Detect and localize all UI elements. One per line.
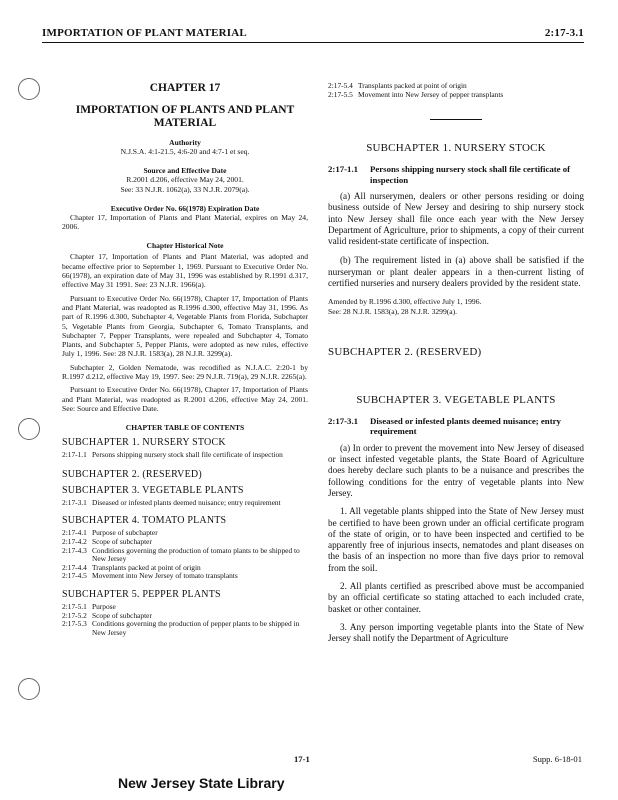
historical-note-paragraph: Pursuant to Executive Order No. 66(1978), Chapter 17, Importation of Plants and Plant Material, was readopted as R.2001 d.206, effective May 24, 2001. See: Source and Effective Date. [62, 385, 308, 413]
historical-note-paragraph: Subchapter 2, Golden Nematode, was recodified as N.J.A.C. 2:20-1 by R.1997 d.212, effective May 19, 1997. See: 29 N.J.R. 719(a), 29 N.J.R. 2265(a). [62, 362, 308, 382]
toc-entry-number: 2:17-5.1 [62, 601, 87, 611]
toc-entry-title: Movement into New Jersey of pepper transplants [358, 89, 504, 99]
source-label: Source and Effective Date [143, 166, 227, 176]
section-title: Diseased or infested plants deemed nuisance; entry requirement [370, 415, 561, 437]
toc-title: CHAPTER TABLE OF CONTENTS [125, 423, 245, 433]
left-column [62, 82, 308, 637]
toc-entry-title: Transplants packed at point of origin [92, 562, 201, 572]
toc-entry-title: Purpose of subchapter [92, 528, 158, 538]
toc-entry-title: Scope of subchapter [92, 610, 152, 620]
toc-entry-title: Conditions governing the production of pepper plants to be shipped in New Jersey [92, 619, 300, 637]
authority-label: Authority [169, 138, 201, 147]
toc-subchapter-1: SUBCHAPTER 1. NURSERY STOCK [62, 437, 226, 449]
toc-entry-number: 2:17-4.3 [62, 545, 87, 555]
toc-entry-number: 2:17-5.3 [62, 619, 87, 629]
toc-entry-number: 2:17-3.1 [62, 497, 87, 507]
subchapter-3-heading: SUBCHAPTER 3. VEGETABLE PLANTS [356, 393, 556, 406]
chapter-title: IMPORTATION OF PLANTS AND PLANT MATERIAL [75, 104, 295, 129]
toc-entry-number: 2:17-4.1 [62, 528, 87, 538]
section-number: 2:17-1.1 [328, 164, 359, 175]
paragraph: (b) The requirement listed in (a) above shall be satisfied if the nurseryman or plant dealer appears in a then-current listing of certified nurseries and nursery dealers provided by the resident state. [328, 255, 584, 289]
subchapter-1-heading: SUBCHAPTER 1. NURSERY STOCK [366, 142, 546, 155]
separator-rule [430, 119, 482, 120]
supplement-date: Supp. 6-18-01 [532, 754, 582, 764]
header-title: IMPORTATION OF PLANT MATERIAL [42, 27, 247, 39]
toc-entry [62, 620, 308, 637]
page-number: 17-1 [294, 754, 310, 764]
toc-subchapter-4: SUBCHAPTER 4. TOMATO PLANTS [62, 515, 227, 527]
toc-entry-number: 2:17-4.2 [62, 537, 87, 547]
section-1-1-body [328, 191, 584, 289]
section-heading-3-1 [328, 416, 584, 437]
toc-entry-title: Diseased or infested plants deemed nuisance; entry requirement [92, 497, 281, 507]
library-stamp: New Jersey State Library [118, 775, 285, 791]
header-section-number: 2:17-3.1 [544, 27, 584, 39]
historical-note-paragraph: Pursuant to Executive Order No. 66(1978), Chapter 17, Importation of Plants and Plant Material, was readopted as R.1996 d.300, effective May 31, 1996. As part of R.1996 d.300, Subchapter 4, Vegetable Plants from Florida, Subchapter 5, Vegetable Plants from Georgia, Subchapter 6, Tomato Transplants, and Subchapter 7, Pepper Transplants, were repealed and Subchapter 4, Tomato Plants, and Subchapter 5, Pepper Plants, were adopted as new rules, effective July 1, 1996. See: 28 N.J.R. 1583(a), 28 N.J.R. 3299(a). [62, 293, 308, 359]
toc-entry [62, 572, 308, 581]
paragraph: (a) In order to prevent the movement into New Jersey of diseased or insect infested vegetable plants, the State Board of Agriculture does hereby declare such plants to be a nuisance and prescribes the following conditions for the entry of vegetable plants into New Jersey. [328, 442, 584, 498]
paragraph: 1. All vegetable plants shipped into the State of New Jersey must be certified to have been grown under an official certificate program of the state of origin, or to have been inspected and certified to be apparently free of injurious insects, nematodes and plant diseases on the basis of an inspection no more than five days prior to removal from the soil. [328, 506, 584, 573]
toc-subchapter-3: SUBCHAPTER 3. VEGETABLE PLANTS [62, 484, 244, 496]
toc-entry-number: 2:17-5.4 [328, 81, 353, 90]
amendment-see: See: 28 N.J.R. 1583(a), 28 N.J.R. 3299(a). [328, 306, 458, 316]
amendment-line: Amended by R.1996 d.300, effective July 1, 1996. [328, 297, 482, 307]
toc-entry-number: 2:17-1.1 [62, 450, 87, 460]
punch-hole-middle [18, 418, 40, 440]
running-header [42, 27, 584, 39]
section-3-1-body [328, 443, 584, 645]
subchapter-2-heading: SUBCHAPTER 2. (RESERVED) [328, 345, 482, 358]
paragraph: (a) All nurserymen, dealers or other persons residing or doing business outside of New Jersey and desiring to ship nursery stock into New Jersey shall file once each year with the New Jersey Department of Agriculture, prior to shipments, a copy of their current valid resident-state certificate of inspection. [328, 191, 584, 247]
section-heading-1-1 [328, 164, 584, 185]
toc-entry-number: 2:17-4.4 [62, 562, 87, 572]
paragraph: 3. Any person importing vegetable plants into the State of New Jersey shall notify the Department of Agriculture [328, 621, 584, 644]
toc-entry-number: 2:17-5.5 [328, 89, 353, 99]
toc-entry-title: Scope of subchapter [92, 537, 152, 547]
exec-order-label: Executive Order No. 66(1978) Expiration Date [110, 203, 260, 213]
toc-entry [62, 547, 308, 564]
punch-hole-bottom [18, 678, 40, 700]
toc-subchapter-5: SUBCHAPTER 5. PEPPER PLANTS [62, 588, 221, 600]
toc-entry [62, 499, 308, 508]
chapter-number: CHAPTER 17 [149, 82, 221, 94]
toc-entry-title: Movement into New Jersey of tomato transplants [92, 571, 238, 581]
punch-hole-top [18, 78, 40, 100]
exec-order-text: Chapter 17, Importation of Plants and Plant Material, expires on May 24, 2006. [62, 212, 308, 232]
toc-entry [62, 451, 308, 460]
toc-entry-title: Transplants packed at point of origin [358, 81, 467, 90]
source-text-1: R.2001 d.206, effective May 24, 2001. [126, 175, 244, 185]
section-number: 2:17-3.1 [328, 415, 359, 426]
toc-entry-number: 2:17-4.5 [62, 571, 87, 581]
historical-note-paragraph: Chapter 17, Importation of Plants and Plant Material, was adopted and became effective prior to September 1, 1969. Pursuant to Executive Order No. 66(1978), an expiration date of May 31, 1996 was established by R.1991 d.317, effective May 31 1991. See: 23 N.J.R. 1966(a). [62, 252, 308, 290]
historical-note [62, 252, 308, 413]
amendment-note [328, 297, 584, 316]
right-column [328, 82, 584, 645]
toc-entry [328, 91, 584, 100]
paragraph: 2. All plants certified as prescribed above must be accompanied by an official certificate so stating attached to each included crate, basket or other container. [328, 581, 584, 614]
toc-entry-title: Purpose [92, 601, 116, 611]
section-title: Persons shipping nursery stock shall file certificate of inspection [370, 164, 571, 185]
toc-entry-title: Persons shipping nursery stock shall file certificate of inspection [92, 450, 283, 460]
source-text-2: See: 33 N.J.R. 1062(a), 33 N.J.R. 2079(a). [120, 184, 250, 194]
historical-note-label: Chapter Historical Note [146, 241, 224, 251]
toc-subchapter-2: SUBCHAPTER 2. (RESERVED) [62, 468, 202, 480]
header-rule [42, 42, 584, 43]
toc-entry-title: Conditions governing the production of tomato plants to be shipped to New Jersey [92, 545, 300, 564]
authority-text: N.J.S.A. 4:1-21.5, 4:6-20 and 4:7-1 et seq. [120, 147, 250, 156]
toc-entry-number: 2:17-5.2 [62, 610, 87, 620]
